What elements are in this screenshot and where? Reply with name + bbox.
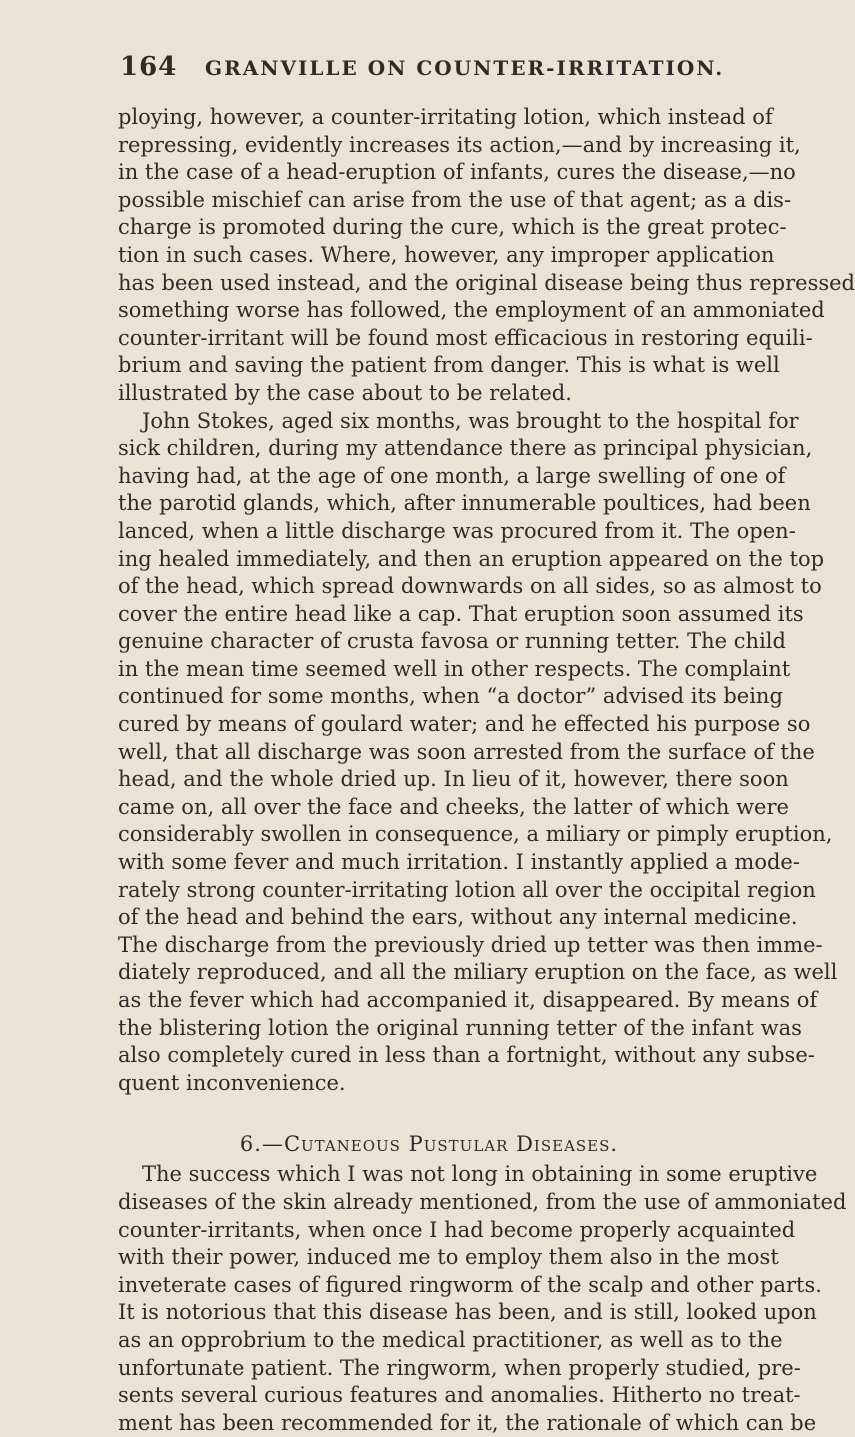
text-line: sick children, during my attendance there as principal physician, <box>118 436 813 461</box>
text-line: the parotid glands, which, after innumerable poultices, had been <box>118 491 811 516</box>
text-line: also completely cured in less than a fortnight, without any subse- <box>118 1043 815 1068</box>
text-line: It is notorious that this disease has been, and is still, looked upon <box>118 1300 817 1325</box>
body-text <box>118 104 855 1437</box>
text-line: came on, all over the face and cheeks, the latter of which were <box>118 794 789 819</box>
text-line: having had, at the age of one month, a large swelling of one of <box>118 463 786 488</box>
text-line: as the fever which had accompanied it, disappeared. By means of <box>118 988 818 1012</box>
running-head: GRANVILLE ON COUNTER-IRRITATION. <box>205 56 725 80</box>
text-line: of the head and behind the ears, without any internal medicine. <box>118 905 798 930</box>
paragraph-continued <box>118 104 855 408</box>
text-line: well, that all discharge was soon arrested from the surface of the <box>118 739 815 764</box>
text-line: lanced, when a little discharge was procured from it. The open- <box>118 518 796 543</box>
text-line: has been used instead, and the original disease being thus repressed <box>118 270 855 295</box>
text-line: continued for some months, when “a doctor” advised its being <box>118 684 783 709</box>
text-line: ing healed immediately, and then an eruption appeared on the top <box>118 546 825 571</box>
text-line: the blistering lotion the original running tetter of the infant was <box>118 1015 802 1040</box>
text-line: diseases of the skin already mentioned, from the use of ammoniated <box>118 1189 847 1214</box>
text-line: as an opprobrium to the medical practitioner, as well as to the <box>118 1327 783 1352</box>
page-number: 164 <box>120 52 178 82</box>
paragraph-section-6 <box>118 1161 847 1437</box>
text-line: with their power, induced me to employ them also in the most <box>118 1245 779 1270</box>
text-line: repressing, evidently increases its action,—and by increasing it, <box>118 132 801 157</box>
text-line: John Stokes, aged six months, was brought to the hospital for <box>142 408 799 433</box>
text-line: illustrated by the case about to be related. <box>118 380 572 405</box>
page-header <box>120 52 745 92</box>
text-line: brium and saving the patient from danger. This is what is well <box>118 353 780 378</box>
text-line: cured by means of goulard water; and he effected his purpose so <box>118 712 811 737</box>
text-line: with some fever and much irritation. I instantly applied a mode- <box>118 850 800 875</box>
text-line: in the case of a head-eruption of infants, cures the disease,—no <box>118 160 796 185</box>
text-line: possible mischief can arise from the use of that agent; as a dis- <box>118 187 792 212</box>
text-line: unfortunate patient. The ringworm, when properly studied, pre- <box>118 1355 801 1380</box>
text-line: charge is promoted during the cure, which is the great protec- <box>118 215 787 240</box>
text-line: sents several curious features and anomalies. Hitherto no treat- <box>118 1383 801 1408</box>
text-line: counter-irritant will be found most efficacious in restoring equili- <box>118 325 813 350</box>
text-line: ploying, however, a counter-irritating lotion, which instead of <box>118 105 773 129</box>
text-line: counter-irritants, when once I had become properly acquainted <box>118 1217 796 1242</box>
text-line: The discharge from the previously dried up tetter was then imme- <box>118 932 823 957</box>
text-line: in the mean time seemed well in other respects. The complaint <box>118 656 791 681</box>
text-line: genuine character of crusta favosa or running tetter. The child <box>118 629 786 654</box>
text-line: quent inconvenience. <box>118 1070 346 1095</box>
paragraph-john-stokes-case <box>118 408 838 1098</box>
text-line: considerably swollen in consequence, a miliary or pimply eruption, <box>118 822 833 847</box>
text-line: rately strong counter-irritating lotion all over the occipital region <box>118 877 816 902</box>
text-line: of the head, which spread downwards on all sides, so as almost to <box>118 574 822 599</box>
text-line: something worse has followed, the employment of an ammoniated <box>118 298 825 323</box>
text-line: ment has been recommended for it, the rationale of which can be <box>118 1410 817 1435</box>
section-heading: 6.—Cutaneous Pustular Diseases. <box>239 1132 619 1157</box>
text-line: The success which I was not long in obtaining in some eruptive <box>142 1162 818 1187</box>
text-line: cover the entire head like a cap. That eruption soon assumed its <box>118 601 804 626</box>
text-line: tion in such cases. Where, however, any improper application <box>118 242 775 267</box>
text-line: diately reproduced, and all the miliary eruption on the face, as well <box>118 960 838 985</box>
text-line: head, and the whole dried up. In lieu of it, however, there soon <box>118 767 789 792</box>
text-line: inveterate cases of figured ringworm of the scalp and other parts. <box>118 1272 822 1297</box>
